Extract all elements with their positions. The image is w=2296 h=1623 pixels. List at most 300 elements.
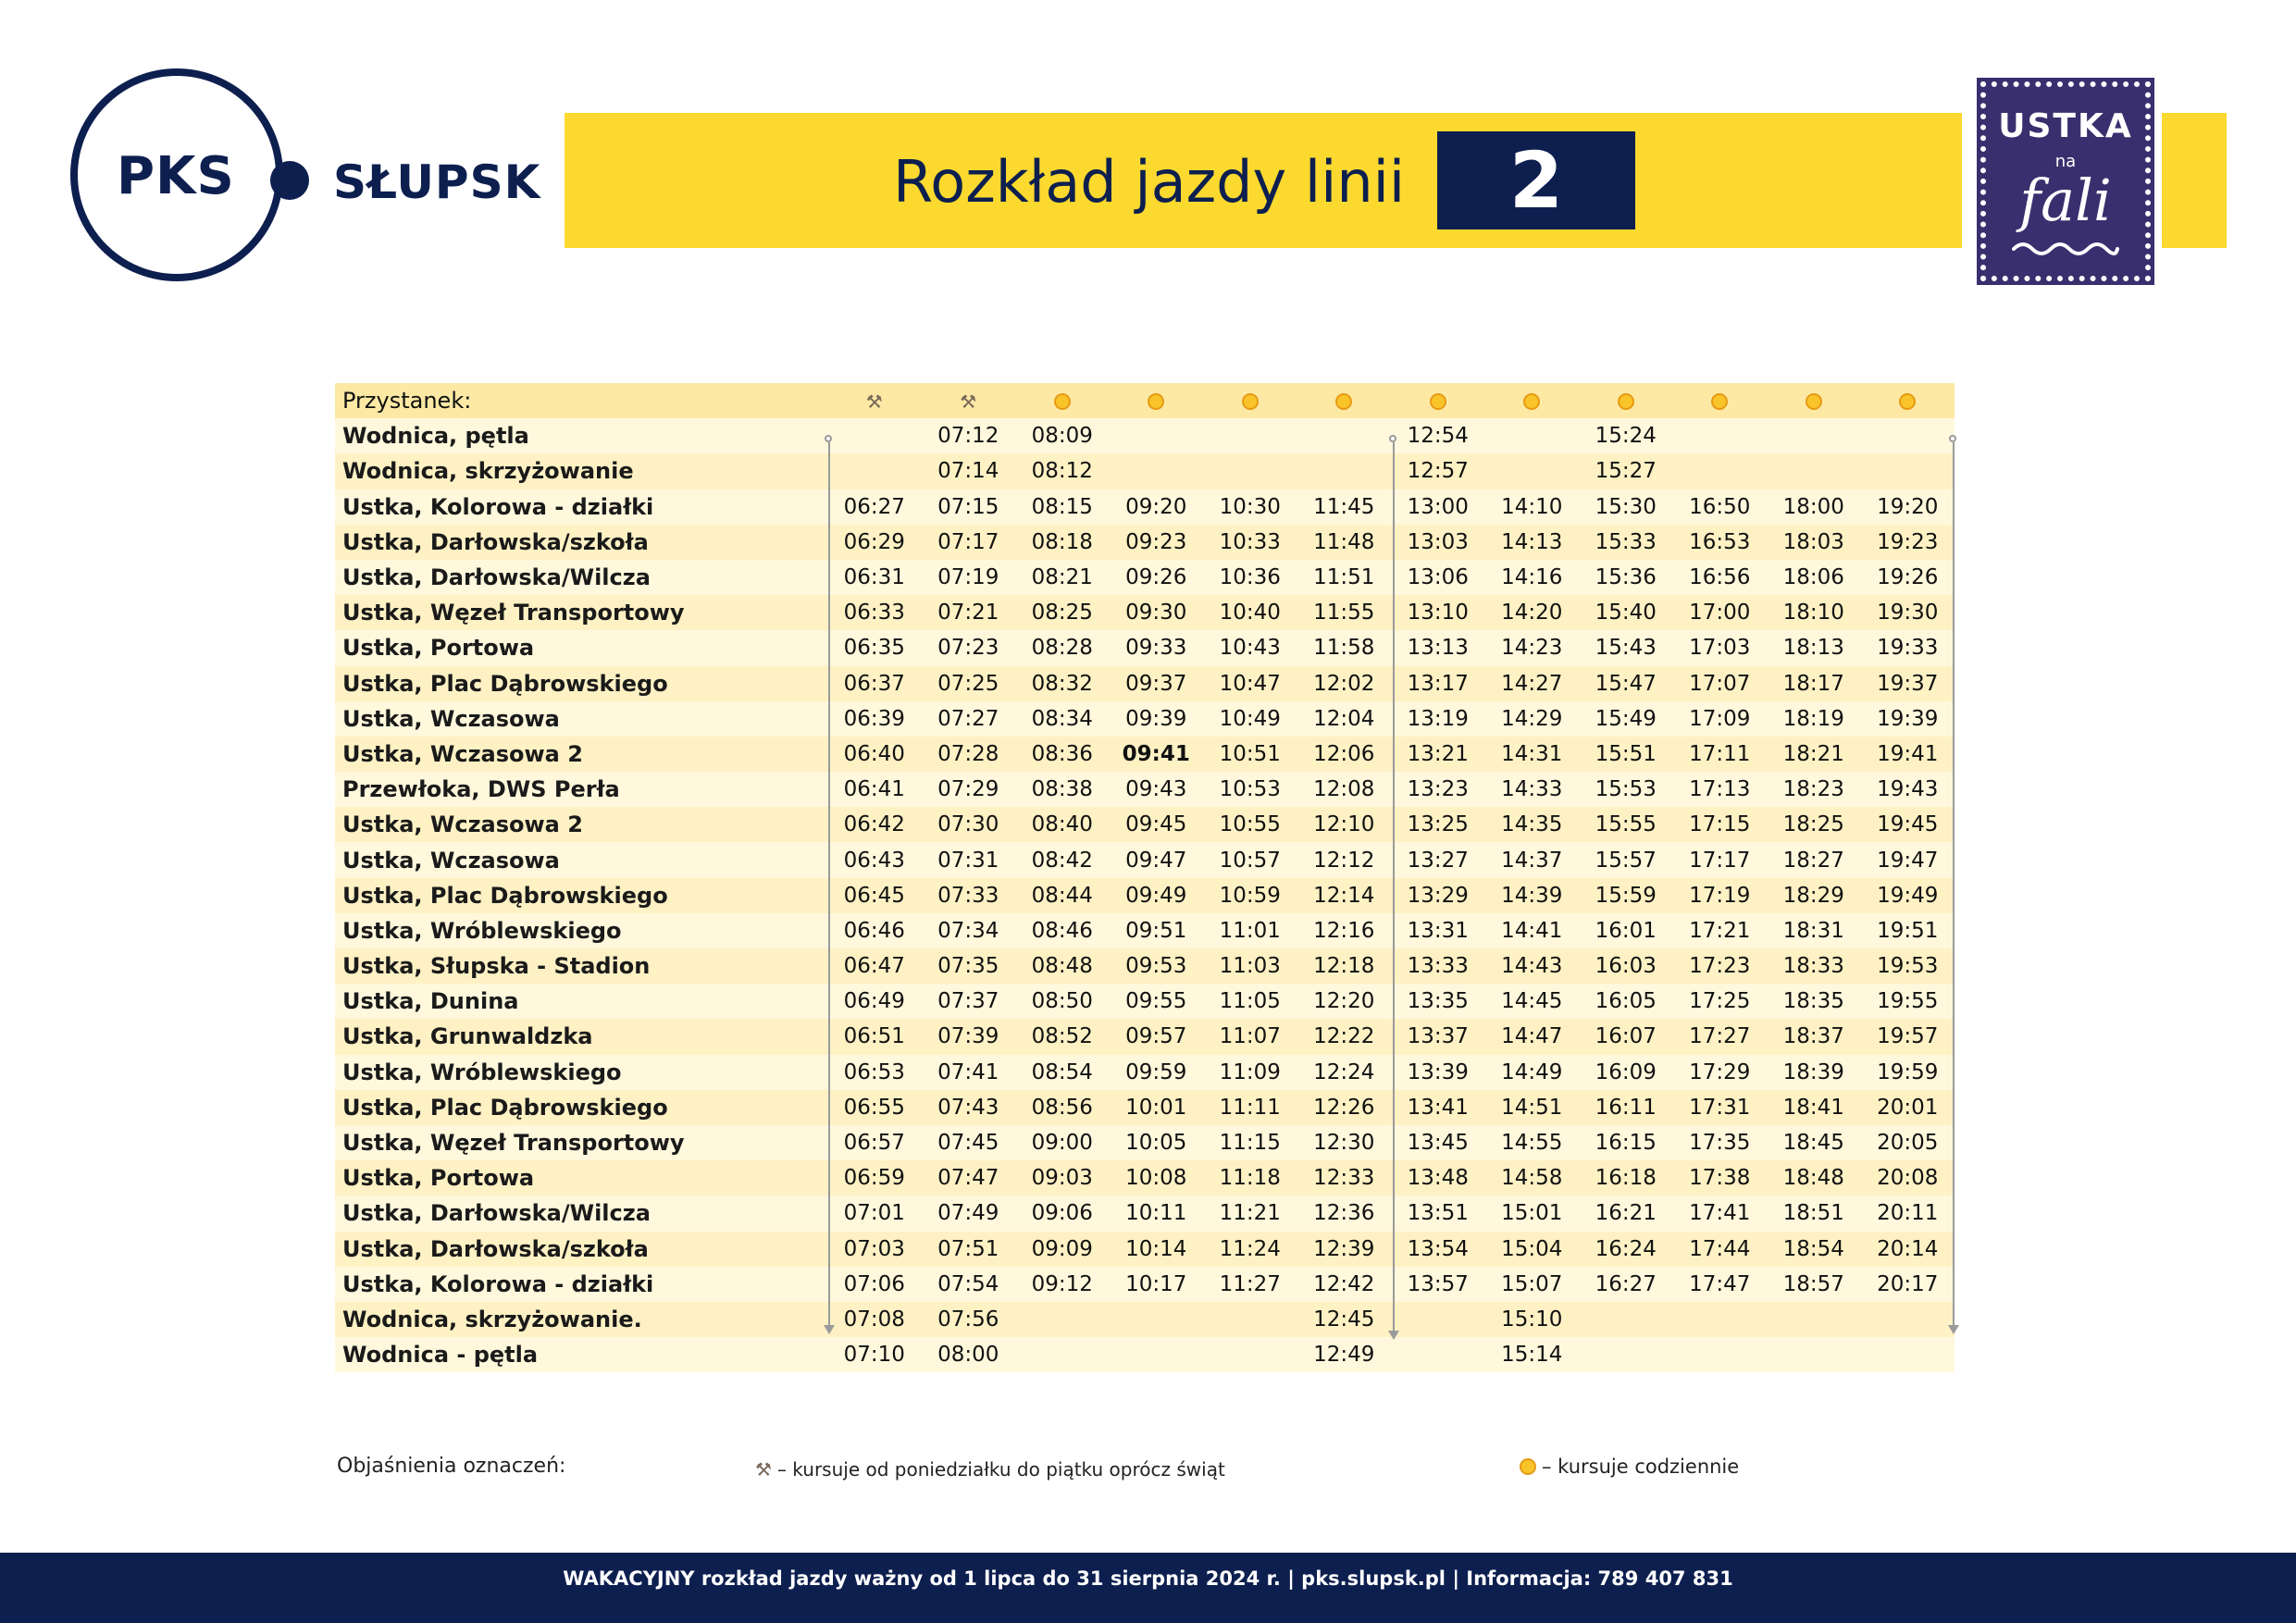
departure-time: 07:19 [937, 565, 999, 590]
departure-time: 18:57 [1782, 1271, 1844, 1296]
table-row [335, 807, 1955, 842]
stop-name: Ustka, Węzeł Transportowy [342, 600, 685, 626]
departure-time: 09:47 [1125, 848, 1187, 873]
stop-name: Ustka, Plac Dąbrowskiego [342, 670, 668, 697]
departure-time: 18:48 [1782, 1166, 1844, 1191]
departure-time: 17:00 [1689, 601, 1751, 626]
table-row [335, 453, 1955, 489]
departure-time [1673, 418, 1768, 453]
column-symbol [1203, 383, 1297, 418]
departure-time: 17:03 [1689, 636, 1751, 661]
table-row [335, 418, 1955, 453]
departure-time [1861, 1302, 1955, 1337]
departure-time: 14:10 [1501, 494, 1563, 519]
stop-name: Ustka, Wczasowa [342, 705, 560, 732]
departure-time: 19:26 [1877, 565, 1939, 590]
departure-time [1861, 453, 1955, 489]
stop-name: Ustka, Wróblewskiego [342, 1059, 622, 1085]
tools-icon: ⚒ [865, 390, 883, 413]
sun-icon [1335, 393, 1352, 410]
stop-name: Ustka, Węzeł Transportowy [342, 1130, 685, 1157]
column-symbol [1673, 383, 1768, 418]
wave-icon [2012, 239, 2119, 259]
departure-time: 13:19 [1407, 706, 1469, 731]
departure-time: 10:17 [1125, 1271, 1187, 1296]
departure-time: 15:49 [1595, 706, 1657, 731]
stop-name: Wodnica, pętla [342, 423, 529, 450]
departure-time [827, 453, 922, 489]
departure-time [1203, 1337, 1297, 1372]
departure-time: 07:29 [937, 777, 999, 802]
departure-time: 15:57 [1595, 848, 1657, 873]
departure-time: 18:27 [1782, 848, 1844, 873]
sun-icon [1242, 393, 1259, 410]
departure-time: 08:34 [1031, 706, 1093, 731]
departure-time: 09:33 [1125, 636, 1187, 661]
departure-time: 07:45 [937, 1131, 999, 1156]
departure-time: 17:07 [1689, 671, 1751, 696]
departure-time: 12:08 [1313, 777, 1375, 802]
table-row [335, 984, 1955, 1019]
column-symbol [1297, 383, 1392, 418]
departure-time: 07:56 [937, 1307, 999, 1332]
departure-time: 17:47 [1689, 1271, 1751, 1296]
departure-time [1673, 1302, 1768, 1337]
departure-time [1297, 418, 1392, 453]
departure-time: 08:50 [1031, 989, 1093, 1014]
table-row [335, 878, 1955, 913]
departure-time: 14:33 [1501, 777, 1563, 802]
departure-time: 09:06 [1031, 1201, 1093, 1226]
departure-time: 08:48 [1031, 954, 1093, 979]
departure-time: 09:39 [1125, 706, 1187, 731]
departure-time: 16:07 [1595, 1024, 1657, 1049]
departure-time: 10:08 [1125, 1166, 1187, 1191]
departure-time: 19:57 [1877, 1024, 1939, 1049]
departure-time: 12:14 [1313, 883, 1375, 908]
route-line [1953, 442, 1955, 1325]
departure-time: 08:56 [1031, 1095, 1093, 1120]
departure-time: 17:44 [1689, 1236, 1751, 1261]
ustka-na-fali-stamp-logo [1980, 81, 2151, 281]
departure-time: 07:03 [843, 1236, 905, 1261]
departure-time: 13:41 [1407, 1095, 1469, 1120]
departure-time: 06:51 [843, 1024, 905, 1049]
departure-time: 14:23 [1501, 636, 1563, 661]
departure-time: 10:43 [1219, 636, 1281, 661]
departure-time: 10:49 [1219, 706, 1281, 731]
stop-name: Ustka, Wczasowa 2 [342, 740, 583, 767]
departure-time: 10:01 [1125, 1095, 1187, 1120]
sun-icon [1711, 393, 1728, 410]
stop-name: Ustka, Plac Dąbrowskiego [342, 882, 668, 909]
stop-name: Wodnica, skrzyżowanie. [342, 1306, 642, 1332]
departure-time [1110, 418, 1204, 453]
departure-time: 09:00 [1031, 1131, 1093, 1156]
departure-time: 06:40 [843, 741, 905, 766]
departure-time: 17:11 [1689, 741, 1751, 766]
departure-time: 17:31 [1689, 1095, 1751, 1120]
departure-time: 18:10 [1782, 601, 1844, 626]
departure-time: 18:31 [1782, 918, 1844, 943]
departure-time: 18:19 [1782, 706, 1844, 731]
logo-city-text: SŁUPSK [333, 155, 541, 209]
timetable [335, 383, 1955, 1372]
stop-name: Ustka, Wczasowa [342, 847, 560, 873]
departure-time: 13:13 [1407, 636, 1469, 661]
departure-time: 15:10 [1501, 1307, 1563, 1332]
departure-time: 10:11 [1125, 1201, 1187, 1226]
departure-time: 17:35 [1689, 1131, 1751, 1156]
departure-time: 18:35 [1782, 989, 1844, 1014]
departure-time: 10:05 [1125, 1131, 1187, 1156]
tools-icon: ⚒ [960, 390, 977, 413]
departure-time: 12:12 [1313, 848, 1375, 873]
departure-time: 15:01 [1501, 1201, 1563, 1226]
departure-time: 14:13 [1501, 529, 1563, 554]
table-row [335, 666, 1955, 701]
departure-time: 14:45 [1501, 989, 1563, 1014]
departure-time: 16:09 [1595, 1059, 1657, 1084]
departure-time: 12:57 [1407, 459, 1469, 484]
departure-time: 08:12 [1031, 459, 1093, 484]
departure-time: 12:26 [1313, 1095, 1375, 1120]
departure-time: 11:03 [1219, 954, 1281, 979]
departure-time: 16:27 [1595, 1271, 1657, 1296]
departure-time: 19:55 [1877, 989, 1939, 1014]
table-row [335, 1090, 1955, 1125]
departure-time: 19:53 [1877, 954, 1939, 979]
departure-time: 08:44 [1031, 883, 1093, 908]
table-row [335, 772, 1955, 807]
departure-time: 12:30 [1313, 1131, 1375, 1156]
departure-time: 13:39 [1407, 1059, 1469, 1084]
departure-time: 18:13 [1782, 636, 1844, 661]
legend-daily-text: – kursuje codziennie [1542, 1456, 1740, 1478]
departure-time: 14:41 [1501, 918, 1563, 943]
sun-icon [1054, 393, 1071, 410]
stamp-fali-text: fali [2019, 167, 2112, 234]
departure-time: 07:33 [937, 883, 999, 908]
departure-time: 20:17 [1877, 1271, 1939, 1296]
departure-time: 19:51 [1877, 918, 1939, 943]
departure-time: 16:03 [1595, 954, 1657, 979]
logo-dot [270, 161, 309, 200]
departure-time: 12:22 [1313, 1024, 1375, 1049]
departure-time: 19:33 [1877, 636, 1939, 661]
departure-time [1767, 1337, 1861, 1372]
table-row [335, 948, 1955, 984]
departure-time [1015, 1302, 1110, 1337]
departure-time: 11:05 [1219, 989, 1281, 1014]
departure-time: 10:55 [1219, 812, 1281, 837]
table-row [335, 1055, 1955, 1090]
departure-time: 16:15 [1595, 1131, 1657, 1156]
departure-time: 12:04 [1313, 706, 1375, 731]
departure-time: 19:59 [1877, 1059, 1939, 1084]
departure-time: 08:18 [1031, 529, 1093, 554]
departure-time: 07:47 [937, 1166, 999, 1191]
departure-time: 10:36 [1219, 565, 1281, 590]
departure-time [1203, 1302, 1297, 1337]
departure-time: 11:01 [1219, 918, 1281, 943]
departure-time: 15:40 [1595, 601, 1657, 626]
departure-time: 06:33 [843, 601, 905, 626]
departure-time: 07:17 [937, 529, 999, 554]
column-symbol [922, 383, 1016, 418]
departure-time: 07:37 [937, 989, 999, 1014]
departure-time: 13:54 [1407, 1236, 1469, 1261]
departure-time: 07:35 [937, 954, 999, 979]
departure-time: 18:33 [1782, 954, 1844, 979]
line-number-badge: 2 [1437, 131, 1635, 229]
departure-time: 14:31 [1501, 741, 1563, 766]
departure-time: 06:29 [843, 529, 905, 554]
departure-time: 15:14 [1501, 1343, 1563, 1368]
departure-time [1767, 1302, 1861, 1337]
departure-time: 15:24 [1595, 424, 1657, 449]
departure-time: 06:35 [843, 636, 905, 661]
stop-name: Przewłoka, DWS Perła [342, 776, 620, 803]
stop-name: Ustka, Darłowska/szkoła [342, 1235, 649, 1262]
departure-time [1110, 453, 1204, 489]
departure-time: 09:45 [1125, 812, 1187, 837]
departure-time: 13:23 [1407, 777, 1469, 802]
column-symbol [1767, 383, 1861, 418]
table-row [335, 1019, 1955, 1054]
departure-time [1767, 418, 1861, 453]
departure-time: 13:35 [1407, 989, 1469, 1014]
departure-time [1391, 1302, 1485, 1337]
departure-time: 12:49 [1313, 1343, 1375, 1368]
departure-time: 15:53 [1595, 777, 1657, 802]
departure-time: 08:00 [937, 1343, 999, 1368]
stop-name: Ustka, Wróblewskiego [342, 917, 622, 944]
departure-time: 18:25 [1782, 812, 1844, 837]
departure-time [1203, 453, 1297, 489]
departure-time: 12:39 [1313, 1236, 1375, 1261]
departure-time: 09:26 [1125, 565, 1187, 590]
departure-time: 15:27 [1595, 459, 1657, 484]
departure-time: 20:14 [1877, 1236, 1939, 1261]
departure-time: 07:54 [937, 1271, 999, 1296]
route-start-dot [1949, 435, 1956, 442]
departure-time: 19:49 [1877, 883, 1939, 908]
departure-time: 19:45 [1877, 812, 1939, 837]
departure-time: 08:36 [1031, 741, 1093, 766]
departure-time: 17:25 [1689, 989, 1751, 1014]
departure-time: 18:37 [1782, 1024, 1844, 1049]
departure-time: 16:18 [1595, 1166, 1657, 1191]
departure-time: 12:10 [1313, 812, 1375, 837]
departure-time: 16:01 [1595, 918, 1657, 943]
departure-time: 11:09 [1219, 1059, 1281, 1084]
departure-time: 16:53 [1689, 529, 1751, 554]
departure-time: 07:43 [937, 1095, 999, 1120]
departure-time: 16:50 [1689, 494, 1751, 519]
table-row [335, 842, 1955, 877]
departure-time: 17:19 [1689, 883, 1751, 908]
departure-time: 14:16 [1501, 565, 1563, 590]
departure-time: 06:45 [843, 883, 905, 908]
departure-time [1391, 1337, 1485, 1372]
legend-weekday [755, 1456, 1225, 1481]
column-symbol [827, 383, 922, 418]
table-row [335, 701, 1955, 737]
stop-column-header: Przystanek: [342, 388, 472, 415]
departure-time [1579, 1302, 1673, 1337]
departure-time [1579, 1337, 1673, 1372]
route-line [1393, 442, 1395, 1331]
departure-time: 07:31 [937, 848, 999, 873]
departure-time: 13:10 [1407, 601, 1469, 626]
departure-time: 15:36 [1595, 565, 1657, 590]
departure-time: 10:40 [1219, 601, 1281, 626]
stop-name: Ustka, Darłowska/Wilcza [342, 1200, 651, 1227]
departure-time: 12:36 [1313, 1201, 1375, 1226]
departure-time: 12:42 [1313, 1271, 1375, 1296]
departure-time: 08:42 [1031, 848, 1093, 873]
departure-time: 13:45 [1407, 1131, 1469, 1156]
departure-time: 12:02 [1313, 671, 1375, 696]
departure-time: 13:51 [1407, 1201, 1469, 1226]
departure-time [1485, 453, 1580, 489]
departure-time: 11:11 [1219, 1095, 1281, 1120]
departure-time: 15:04 [1501, 1236, 1563, 1261]
departure-time: 09:30 [1125, 601, 1187, 626]
departure-time: 10:14 [1125, 1236, 1187, 1261]
table-row [335, 1160, 1955, 1196]
departure-time [1015, 1337, 1110, 1372]
departure-time: 06:37 [843, 671, 905, 696]
departure-time: 17:17 [1689, 848, 1751, 873]
departure-time: 19:41 [1877, 741, 1939, 766]
title-bar-right [2162, 113, 2227, 248]
departure-time: 08:15 [1031, 494, 1093, 519]
departure-time: 20:11 [1877, 1201, 1939, 1226]
departure-time: 15:30 [1595, 494, 1657, 519]
table-row [335, 737, 1955, 772]
stop-name: Wodnica, skrzyżowanie [342, 458, 634, 485]
departure-time: 09:51 [1125, 918, 1187, 943]
departure-time: 15:59 [1595, 883, 1657, 908]
departure-time: 10:30 [1219, 494, 1281, 519]
departure-time: 16:21 [1595, 1201, 1657, 1226]
departure-time [1767, 453, 1861, 489]
timetable-header-row [335, 383, 1955, 418]
column-symbol [1579, 383, 1673, 418]
departure-time: 07:51 [937, 1236, 999, 1261]
departure-time: 13:29 [1407, 883, 1469, 908]
sun-icon [1806, 393, 1822, 410]
departure-time: 06:42 [843, 812, 905, 837]
departure-time: 12:33 [1313, 1166, 1375, 1191]
departure-time: 20:01 [1877, 1095, 1939, 1120]
table-row [335, 1196, 1955, 1231]
departure-time: 20:05 [1877, 1131, 1939, 1156]
departure-time: 18:03 [1782, 529, 1844, 554]
departure-time: 14:43 [1501, 954, 1563, 979]
departure-time: 09:53 [1125, 954, 1187, 979]
departure-time: 06:31 [843, 565, 905, 590]
departure-time: 16:24 [1595, 1236, 1657, 1261]
table-row [335, 1302, 1955, 1337]
departure-time: 11:24 [1219, 1236, 1281, 1261]
departure-time: 11:58 [1313, 636, 1375, 661]
logo-pks-text: PKS [117, 146, 235, 206]
table-row [335, 630, 1955, 665]
departure-time: 19:30 [1877, 601, 1939, 626]
stop-name: Ustka, Słupska - Stadion [342, 953, 651, 980]
stop-name: Ustka, Wczasowa 2 [342, 812, 583, 838]
departure-time: 11:51 [1313, 565, 1375, 590]
departure-time: 15:07 [1501, 1271, 1563, 1296]
table-row [335, 489, 1955, 525]
stop-name: Ustka, Darłowska/szkoła [342, 528, 649, 555]
departure-time: 09:57 [1125, 1024, 1187, 1049]
departure-time [1203, 418, 1297, 453]
departure-time: 07:15 [937, 494, 999, 519]
sun-icon [1618, 393, 1634, 410]
departure-time: 07:49 [937, 1201, 999, 1226]
departure-time: 13:17 [1407, 671, 1469, 696]
departure-time: 19:23 [1877, 529, 1939, 554]
table-row [335, 1267, 1955, 1302]
departure-time: 12:54 [1407, 424, 1469, 449]
departure-time: 19:47 [1877, 848, 1939, 873]
departure-time: 18:21 [1782, 741, 1844, 766]
sun-icon [1523, 393, 1540, 410]
departure-time: 07:41 [937, 1059, 999, 1084]
stop-name: Ustka, Kolorowa - działki [342, 1270, 654, 1297]
stop-name: Ustka, Plac Dąbrowskiego [342, 1094, 668, 1121]
departure-time: 14:47 [1501, 1024, 1563, 1049]
departure-time: 07:12 [937, 424, 999, 449]
departure-time: 08:52 [1031, 1024, 1093, 1049]
table-row [335, 1232, 1955, 1267]
sun-icon [1899, 393, 1916, 410]
departure-time: 13:37 [1407, 1024, 1469, 1049]
legend-weekday-text: – kursuje od poniedziałku do piątku oprócz świąt [776, 1457, 1225, 1481]
departure-time: 19:20 [1877, 494, 1939, 519]
page-title: Rozkład jazdy linii [893, 148, 1406, 216]
departure-time: 17:38 [1689, 1166, 1751, 1191]
departure-time: 13:57 [1407, 1271, 1469, 1296]
departure-time: 20:08 [1877, 1166, 1939, 1191]
departure-time: 14:49 [1501, 1059, 1563, 1084]
departure-time: 19:37 [1877, 671, 1939, 696]
departure-time: 15:51 [1595, 741, 1657, 766]
departure-time: 13:25 [1407, 812, 1469, 837]
departure-time: 13:31 [1407, 918, 1469, 943]
departure-time: 19:39 [1877, 706, 1939, 731]
departure-time: 11:27 [1219, 1271, 1281, 1296]
departure-time: 09:37 [1125, 671, 1187, 696]
departure-time: 08:25 [1031, 601, 1093, 626]
departure-time: 08:09 [1031, 424, 1093, 449]
departure-time: 10:57 [1219, 848, 1281, 873]
departure-time: 06:49 [843, 989, 905, 1014]
column-symbol [1110, 383, 1204, 418]
departure-time: 11:45 [1313, 494, 1375, 519]
departure-time: 07:27 [937, 706, 999, 731]
departure-time: 17:41 [1689, 1201, 1751, 1226]
departure-time: 16:56 [1689, 565, 1751, 590]
departure-time: 07:30 [937, 812, 999, 837]
departure-time: 14:37 [1501, 848, 1563, 873]
departure-time: 08:40 [1031, 812, 1093, 837]
departure-time: 16:11 [1595, 1095, 1657, 1120]
